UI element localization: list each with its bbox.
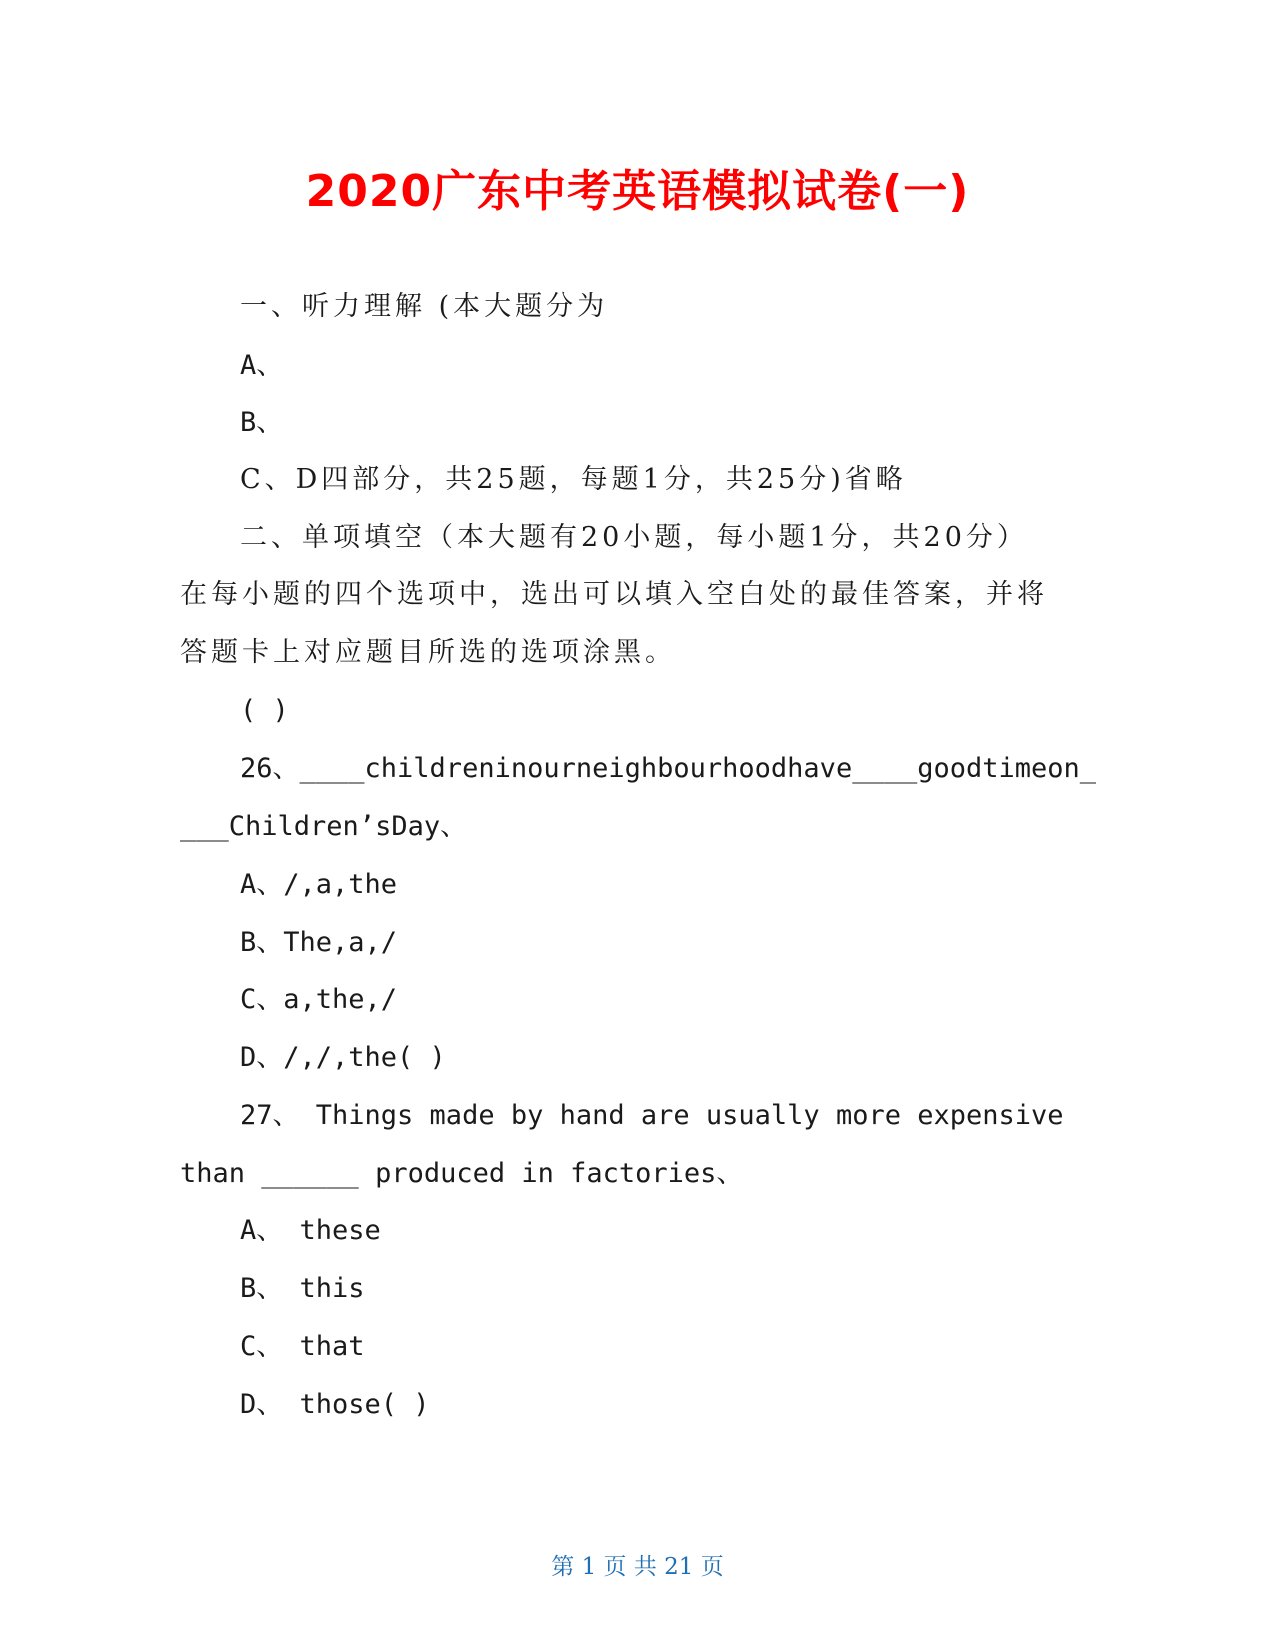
- question-27-option-c: C、 that: [240, 1331, 365, 1362]
- instruction-line: 答题卡上对应题目所选的选项涂黑。: [180, 637, 676, 668]
- question-27-option-a: A、 these: [240, 1215, 381, 1246]
- instruction-line: 在每小题的四个选项中，选出可以填入空白处的最佳答案，并将: [180, 579, 1048, 610]
- section-one-note: C、D四部分，共25题，每题1分，共25分)省略: [240, 464, 907, 495]
- question-26-option-d: D、/,/,the( ): [240, 1042, 446, 1073]
- option-line: A、: [240, 350, 284, 381]
- page-number: 第 1 页 共 21 页: [551, 1554, 724, 1580]
- question-26-option-b: B、The,a,/: [240, 927, 398, 958]
- document-title: 2020广东中考英语模拟试卷(一): [305, 166, 970, 217]
- question-26-option-a: A、/,a,the: [240, 869, 398, 900]
- question-27-continued: than ______ produced in factories、: [180, 1158, 744, 1189]
- question-26-continued: ___Children’sDay、: [180, 811, 468, 842]
- option-line: B、: [240, 407, 284, 438]
- question-27-option-d: D、 those( ): [240, 1389, 430, 1420]
- question-27-option-b: B、 this: [240, 1273, 365, 1304]
- question-26: 26、____childreninourneighbourhoodhave____goodtimeon_: [240, 753, 1097, 784]
- answer-bracket: ( ): [240, 695, 289, 726]
- section-two-heading: 二、单项填空（本大题有20小题，每小题1分，共20分）: [240, 522, 1028, 553]
- section-one-heading: 一、听力理解 (本大题分为: [240, 291, 609, 322]
- question-26-option-c: C、a,the,/: [240, 984, 398, 1015]
- question-27: 27、 Things made by hand are usually more expensive: [240, 1100, 1064, 1131]
